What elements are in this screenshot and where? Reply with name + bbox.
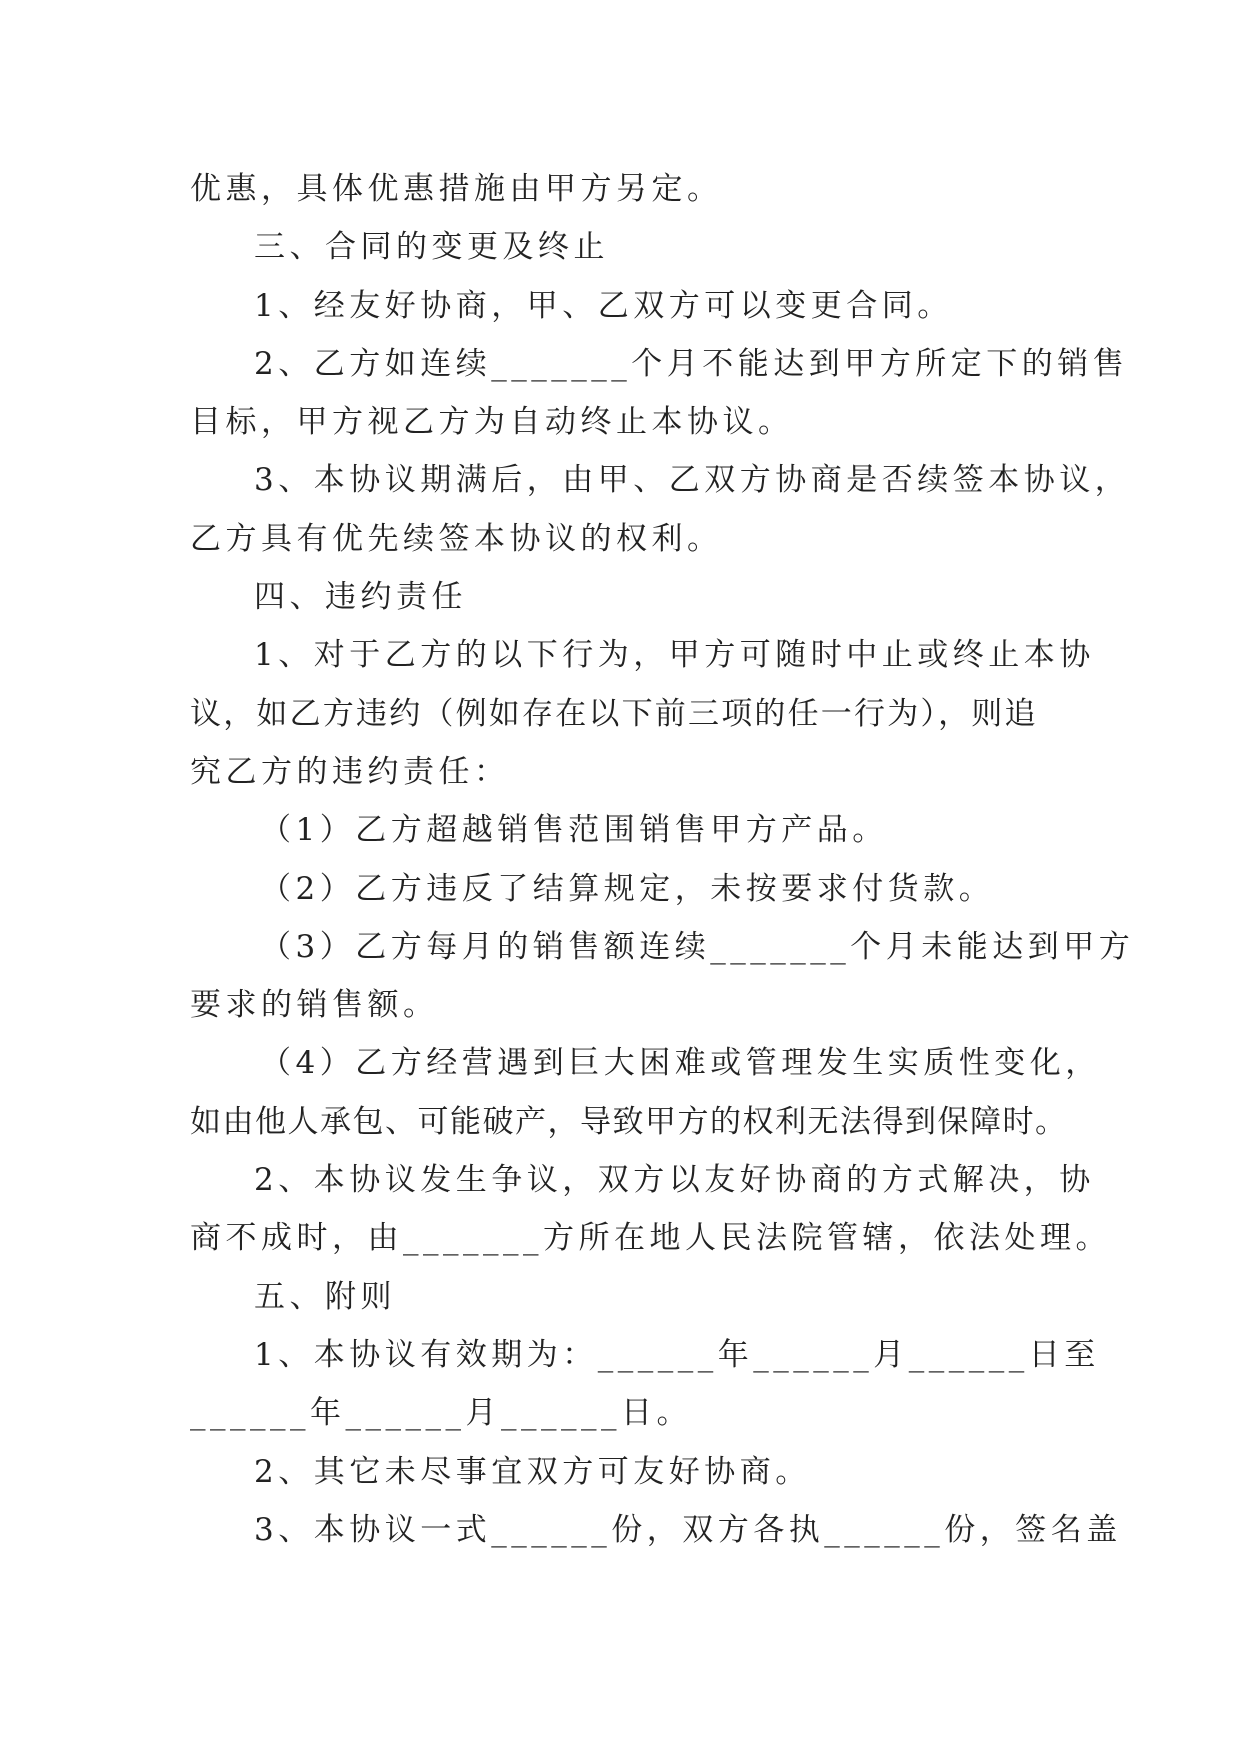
paragraph-line: 1、本协议有效期为：______年______月______日至: [254, 1336, 1100, 1373]
sub-item-line: （1）乙方超越销售范围销售甲方产品。: [260, 812, 888, 849]
paragraph-line: 议，如乙方违约（例如存在以下前三项的任一行为），则追: [190, 695, 1038, 732]
paragraph-line: 2、乙方如连续_______个月不能达到甲方所定下的销售: [254, 345, 1129, 382]
paragraph-line: ______年______月______日。: [190, 1395, 692, 1432]
section-heading-5: 五、附则: [254, 1278, 396, 1315]
section-heading-3: 三、合同的变更及终止: [254, 229, 609, 266]
paragraph-line: 优惠，具体优惠措施由甲方另定。: [190, 171, 723, 207]
paragraph-line: 乙方具有优先续签本协议的权利。: [190, 520, 723, 557]
paragraph-line: 3、本协议期满后，由甲、乙双方协商是否续签本协议，: [254, 462, 1131, 499]
paragraph-line: 3、本协议一式______份，双方各执______份，签名盖: [254, 1511, 1122, 1548]
section-heading-4: 四、违约责任: [254, 579, 467, 616]
paragraph-line: 如由他人承包、可能破产，导致甲方的权利无法得到保障时。: [190, 1103, 1068, 1140]
paragraph-line: 2、本协议发生争议，双方以友好协商的方式解决，协: [254, 1162, 1095, 1199]
paragraph-line: 商不成时，由_______方所在地人民法院管辖，依法处理。: [190, 1220, 1111, 1257]
paragraph-line: 1、对于乙方的以下行为，甲方可随时中止或终止本协: [254, 637, 1095, 674]
paragraph-line: 1、经友好协商，甲、乙双方可以变更合同。: [254, 287, 953, 324]
paragraph-line: 要求的销售额。: [190, 987, 439, 1024]
sub-item-line: （4）乙方经营遇到巨大困难或管理发生实质性变化，: [260, 1045, 1101, 1082]
sub-item-line: （2）乙方违反了结算规定，未按要求付货款。: [260, 870, 995, 907]
sub-item-line: （3）乙方每月的销售额连续_______个月未能达到甲方: [260, 928, 1135, 965]
paragraph-line: 目标，甲方视乙方为自动终止本协议。: [190, 404, 794, 441]
contract-body: [190, 160, 1135, 1559]
paragraph-line: 2、其它未尽事宜双方可友好协商。: [254, 1453, 811, 1490]
paragraph-line: 究乙方的违约责任：: [190, 753, 510, 790]
